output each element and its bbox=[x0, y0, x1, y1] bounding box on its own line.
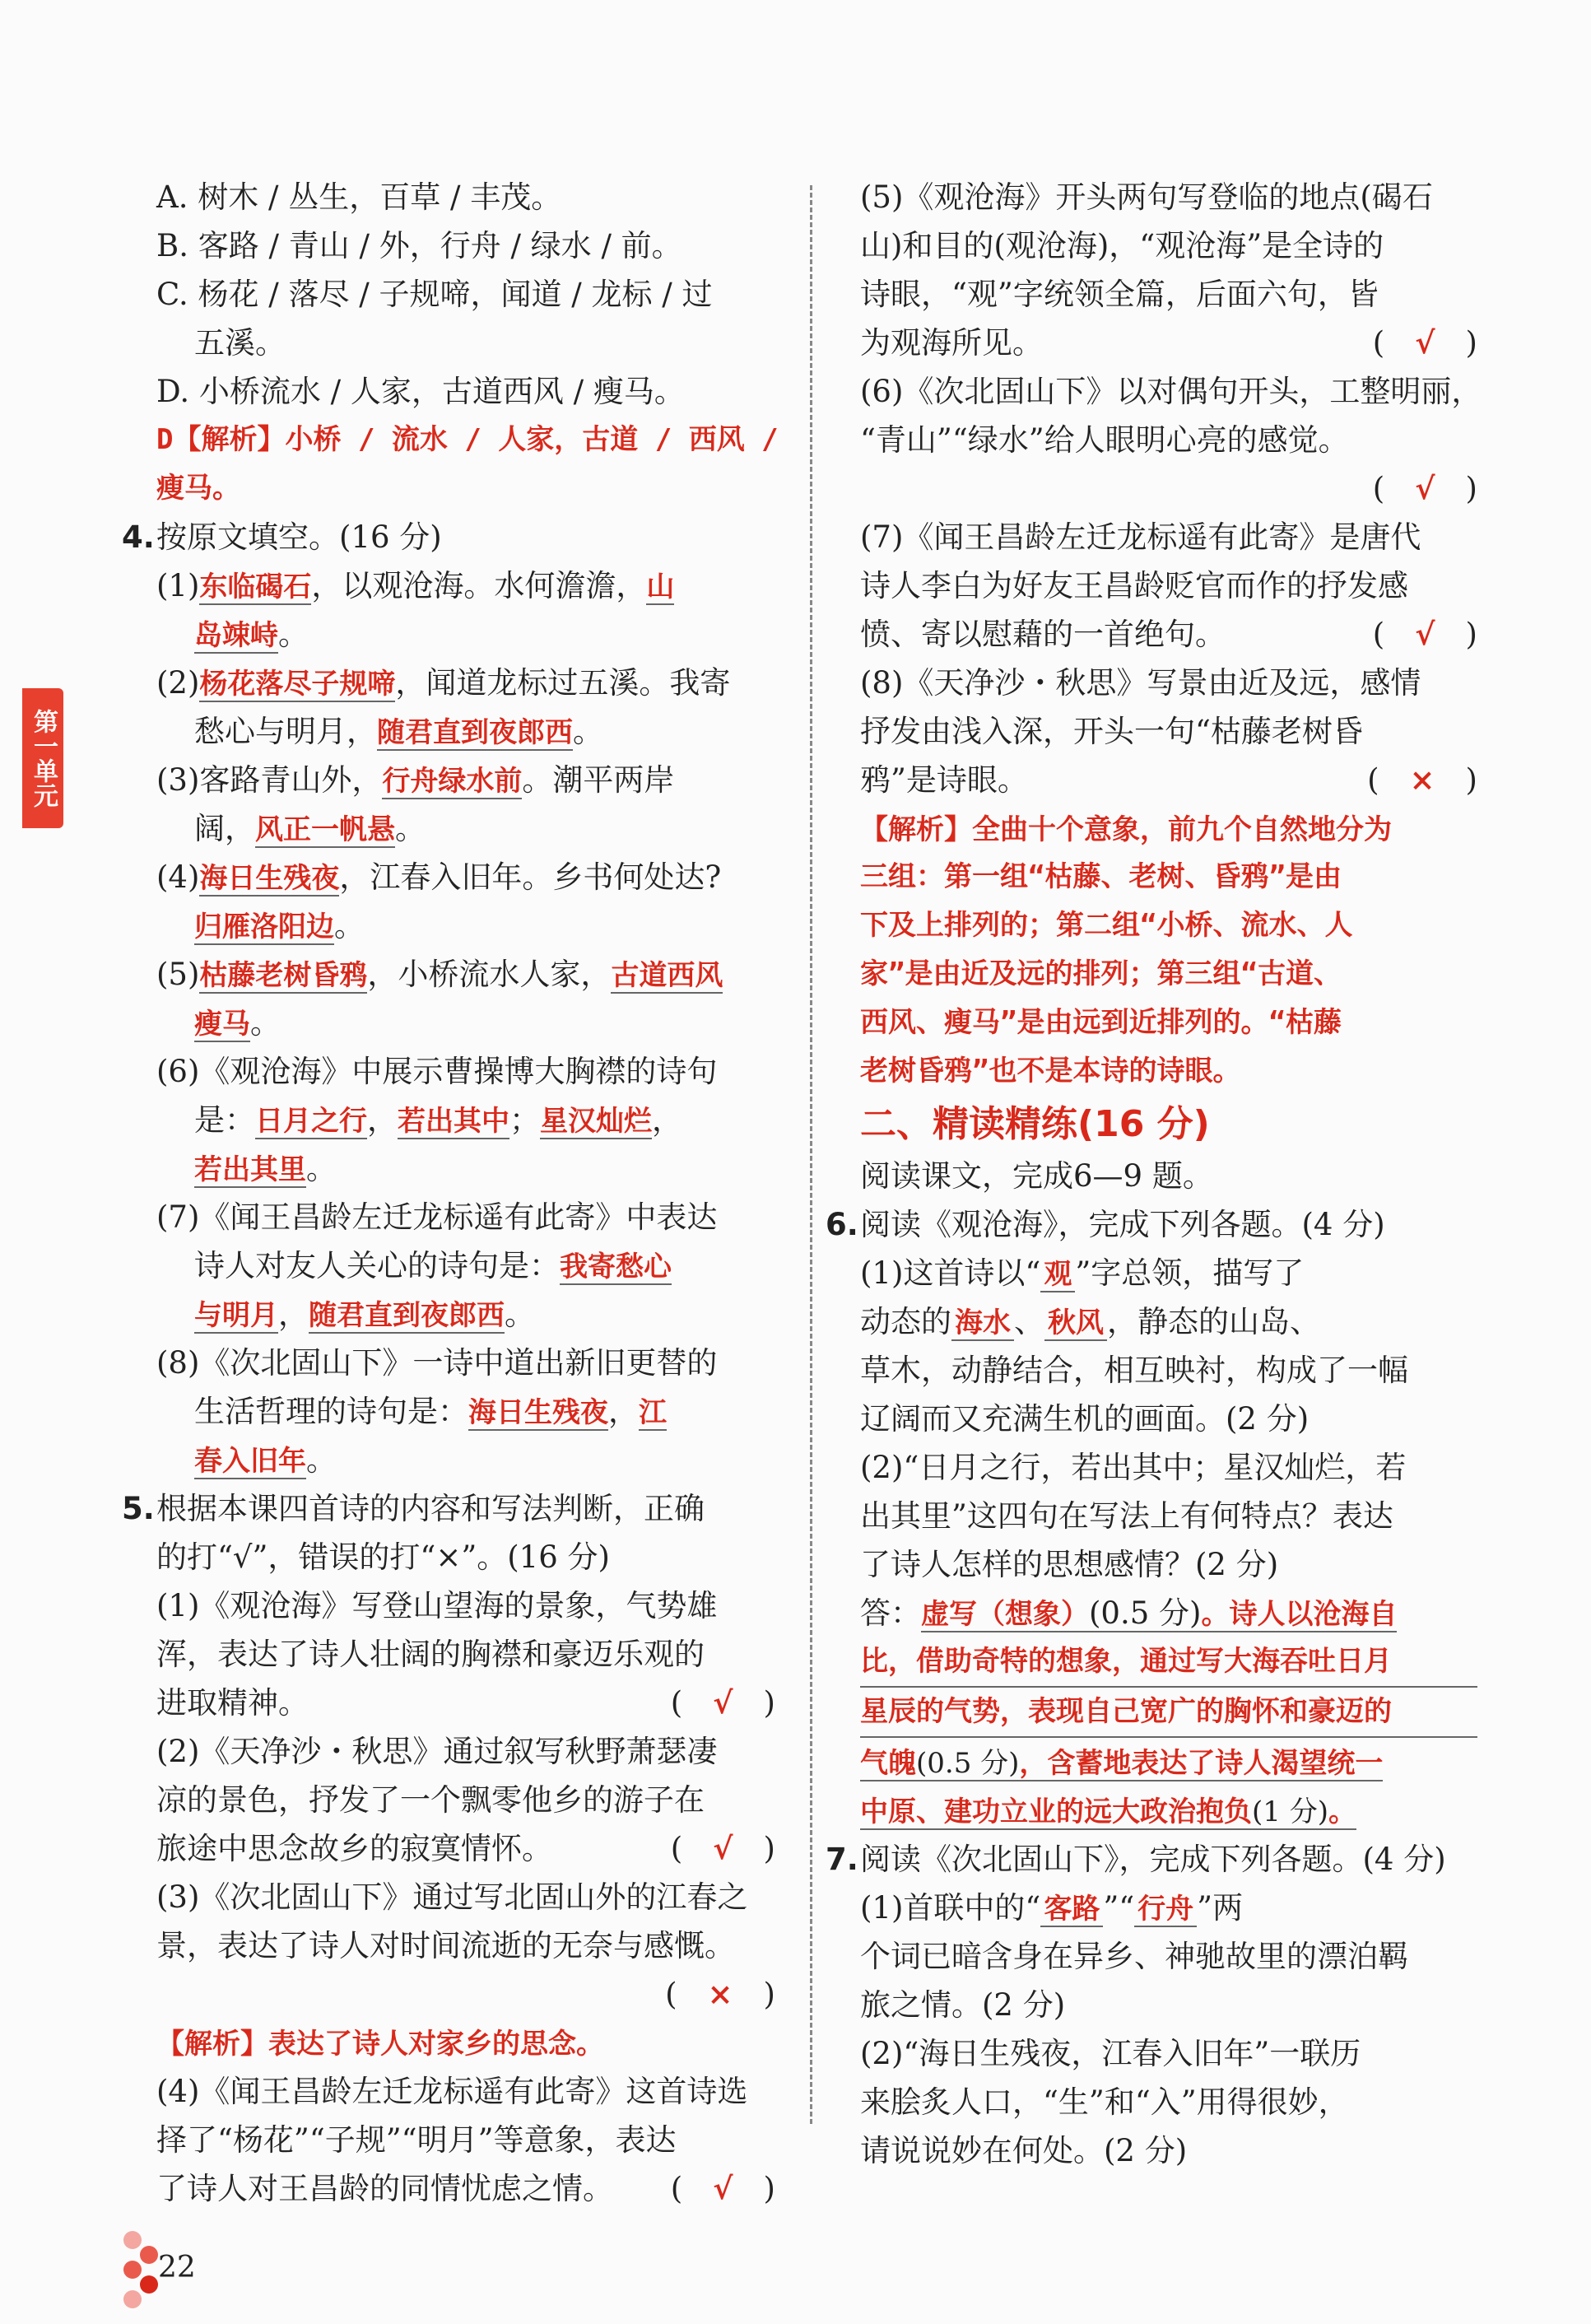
q4-3-text-2: 。潮平两岸 bbox=[522, 762, 675, 798]
q5-7-mark: ( √ ) bbox=[1372, 616, 1477, 652]
q6-1-cont-3: 辽阔而又充满生机的画面。(2 分) bbox=[860, 1401, 1310, 1437]
q5-4-mark: ( √ ) bbox=[670, 2170, 775, 2206]
q6-2-cont: 出其里”这四句在写法上有何特点？表达 bbox=[860, 1498, 1393, 1534]
q4-1-text: ，以观沧海。水何澹澹， bbox=[311, 568, 647, 603]
answer-label: 答： bbox=[860, 1595, 921, 1631]
q4-4-answer-b: 归雁洛阳边 bbox=[194, 911, 334, 943]
q4-8-cont-2: 春入旧年。 bbox=[194, 1442, 337, 1478]
q4-4-cont: 归雁洛阳边。 bbox=[194, 908, 365, 943]
q7-2-cont: 来脍炙人口，“生”和“入”用得很妙， bbox=[860, 2084, 1349, 2120]
q6-number: 6. bbox=[826, 1207, 858, 1242]
q5-title bbox=[122, 1484, 775, 1533]
q7-1-cont: 个词已暗含身在异乡、神驰故里的漂泊羁 bbox=[860, 1939, 1408, 1974]
q6-2: (2)“日月之行，若出其中；星汉灿烂，若 bbox=[860, 1450, 1407, 1485]
q7-title bbox=[826, 1835, 1477, 1884]
q4-6-cont-2: 若出其里。 bbox=[194, 1151, 337, 1186]
q5-4-cont: 择了“杨花”“子规”“明月”等意象，表达 bbox=[156, 2122, 677, 2158]
right-column bbox=[826, 173, 1482, 2175]
q7-number: 7. bbox=[826, 1842, 858, 1877]
q7-1-answer-a: 客路 bbox=[1040, 1893, 1103, 1927]
q5-3-mark-line bbox=[156, 1970, 775, 2019]
q4-7-answer-a: 我寄愁心 bbox=[560, 1250, 672, 1283]
q5-7-cont: 诗人李白为好友王昌龄贬官而作的抒发感 bbox=[860, 568, 1408, 603]
q4-7-answer-b: 与明月 bbox=[194, 1299, 278, 1332]
q7-title-text: 阅读《次北固山下》，完成下列各题。(4 分) bbox=[860, 1842, 1446, 1877]
q6-2-answer-b: 。诗人以沧海自 bbox=[1201, 1598, 1398, 1631]
q5-5-text: 为观海所见。 bbox=[860, 325, 1043, 361]
q7-1-text-3: ”两 bbox=[1197, 1890, 1244, 1926]
q6-2-answer-5a: 中原、建功立业的远大政治抱负 bbox=[860, 1795, 1252, 1828]
q6-1-answer-c: 秋风 bbox=[1044, 1306, 1107, 1341]
q4-2-text-2: 愁心与明月， bbox=[194, 714, 377, 749]
q5-5-mark-value: √ bbox=[1415, 324, 1435, 361]
q5-7-text: 愤、寄以慰藉的一首绝句。 bbox=[860, 617, 1226, 652]
q4-8-answer-c: 春入旧年 bbox=[194, 1445, 306, 1478]
q5-8-analysis-1: 全曲十个意象，前九个自然地分为 bbox=[972, 813, 1392, 846]
q4-8-answer-a: 海日生残夜 bbox=[468, 1396, 608, 1429]
q4-1-answer-c: 岛竦峙 bbox=[194, 619, 278, 652]
q6-2-answer-4 bbox=[860, 1738, 1477, 1786]
q5-1-cont-2 bbox=[156, 1679, 775, 1727]
q3-analysis-cont: 瘦马。 bbox=[156, 472, 240, 505]
q4-7-cont-2: 与明月，随君直到夜郎西。 bbox=[194, 1297, 535, 1332]
q5-6-mark: ( √ ) bbox=[1372, 470, 1477, 506]
q4-5-text: ，小桥流水人家， bbox=[367, 957, 612, 992]
q4-5-label: (5) bbox=[156, 957, 200, 992]
q6-2-answer-5b: 。 bbox=[1328, 1795, 1356, 1828]
q4-4 bbox=[156, 853, 775, 901]
q6-1-cont bbox=[860, 1297, 1477, 1346]
q5-1-mark: ( √ ) bbox=[670, 1684, 775, 1721]
unit-tab: 第一单元 bbox=[22, 688, 63, 828]
q4-2 bbox=[156, 659, 775, 707]
q4-7-cont bbox=[156, 1241, 775, 1290]
q4-title bbox=[122, 513, 775, 561]
q5-5-cont: 山)和目的(观沧海)，“观沧海”是全诗的 bbox=[860, 228, 1384, 263]
q5-8-analysis-3: 下及上排列的；第二组“小桥、流水、人 bbox=[860, 909, 1353, 942]
q5-6-cont: “青山”“绿水”给人眼明心亮的感觉。 bbox=[860, 422, 1349, 458]
q6-2-answer-3: 星辰的气势，表现自己宽广的胸怀和豪迈的 bbox=[860, 1688, 1477, 1738]
q4-1-cont: 岛竦峙。 bbox=[194, 617, 309, 652]
column-divider bbox=[810, 185, 812, 2124]
q4-2-answer-b: 随君直到夜郎西 bbox=[377, 716, 573, 749]
q6-1 bbox=[860, 1249, 1477, 1297]
q5-title-text: 根据本课四首诗的内容和写法判断，正确 bbox=[156, 1491, 705, 1526]
q6-2-answer-4a: 气魄 bbox=[860, 1747, 916, 1780]
q4-6-cont: 是：日月之行，若出其中；星汉灿烂， bbox=[194, 1102, 682, 1138]
q4-3-text: (3)客路青山外， bbox=[156, 762, 383, 798]
q5-8-cont-2 bbox=[860, 756, 1477, 804]
q4-title-text: 按原文填空。(16 分) bbox=[156, 519, 442, 555]
q4-7: (7)《闻王昌龄左迁龙标遥有此寄》中表达 bbox=[156, 1199, 718, 1235]
q5-3-cont: 景，表达了诗人对时间流逝的无奈与感慨。 bbox=[156, 1928, 735, 1963]
q6-title-text: 阅读《观沧海》，完成下列各题。(4 分) bbox=[860, 1207, 1385, 1242]
q4-6-answer-a: 日月之行 bbox=[255, 1105, 367, 1138]
q6-2-answer bbox=[860, 1589, 1477, 1637]
q6-1-answer-b: 海水 bbox=[951, 1306, 1014, 1341]
q5-8-analysis-6: 老树昏鸦”也不是本诗的诗眼。 bbox=[860, 1055, 1241, 1087]
q5-8: (8)《天净沙・秋思》写景由近及远，感情 bbox=[860, 665, 1421, 701]
q5-3-mark: ( × ) bbox=[665, 1976, 775, 2012]
q5-3-analysis-text: 表达了诗人对家乡的思念。 bbox=[268, 2028, 604, 2061]
q4-8-answer-b: 江 bbox=[639, 1396, 667, 1429]
q5-5-cont-2: 诗眼，“观”字统领全篇，后面六句，皆 bbox=[860, 277, 1379, 312]
q4-2-text: ，闻道龙标过五溪。我寄 bbox=[395, 665, 731, 701]
q4-5-answer-b: 古道西风 bbox=[611, 959, 723, 992]
q6-1-text: (1)这首诗以“ bbox=[860, 1255, 1041, 1291]
q5-8-analysis-5: 西风、瘦马”是由远到近排列的。“枯藤 bbox=[860, 1006, 1342, 1039]
q4-8-cont: 生活哲理的诗句是：海日生残夜，江 bbox=[194, 1394, 667, 1429]
q4-1-answer-a: 东临碣石 bbox=[199, 571, 312, 603]
q5-number: 5. bbox=[122, 1491, 155, 1526]
q5-8-analysis-4: 家”是由近及远的排列；第三组“古道、 bbox=[860, 957, 1342, 990]
q4-3-cont: 阔，风正一帆悬。 bbox=[194, 811, 426, 846]
q5-2-cont-2 bbox=[156, 1824, 775, 1873]
q4-8-text: 生活哲理的诗句是： bbox=[194, 1394, 468, 1429]
q4-1-answer-b: 山 bbox=[646, 571, 675, 603]
q5-3-mark-value: × bbox=[707, 1976, 733, 2012]
q4-1-label: (1) bbox=[156, 568, 200, 603]
q5-1: (1)《观沧海》写登山望海的景象，气势雄 bbox=[156, 1588, 718, 1623]
option-a: A. 树木 / 丛生，百草 / 丰茂。 bbox=[156, 179, 562, 215]
q6-2-cont-2: 了诗人怎样的思想感情？(2 分) bbox=[860, 1547, 1279, 1582]
q5-6-mark-value: √ bbox=[1415, 470, 1435, 506]
q6-1-answer-a: 观 bbox=[1040, 1258, 1075, 1292]
q5-3-analysis bbox=[156, 2019, 775, 2067]
q4-8: (8)《次北固山下》一诗中道出新旧更替的 bbox=[156, 1345, 718, 1381]
q5-8-mark-value: × bbox=[1409, 761, 1435, 798]
q6-1-text-2: ”字总领，描写了 bbox=[1075, 1255, 1305, 1291]
reading-intro: 阅读课文，完成6—9 题。 bbox=[860, 1158, 1213, 1194]
q5-2: (2)《天净沙・秋思》通过叙写秋野萧瑟凄 bbox=[156, 1734, 718, 1769]
q4-6-text: 是： bbox=[194, 1102, 255, 1138]
q6-2-score-3: (1 分) bbox=[1252, 1795, 1328, 1828]
q6-2-score-1: (0.5 分) bbox=[1089, 1595, 1202, 1631]
q4-6-answer-b: 若出其中 bbox=[398, 1105, 509, 1138]
q7-2-cont-2: 请说说妙在何处。(2 分) bbox=[860, 2133, 1188, 2168]
q6-1-sep: 、 bbox=[1014, 1304, 1044, 1339]
q5-5-cont-3 bbox=[860, 319, 1477, 367]
option-d: D. 小桥流水 / 人家，古道西风 / 瘦马。 bbox=[156, 374, 685, 409]
q5-8-cont: 抒发由浅入深，开头一句“枯藤老树昏 bbox=[860, 714, 1363, 749]
section-title: 二、精读精练(16 分) bbox=[860, 1103, 1210, 1145]
q6-1-text-4: ，静态的山岛、 bbox=[1107, 1304, 1320, 1339]
q5-8-mark: ( × ) bbox=[1367, 761, 1477, 798]
q4-6-answer-d: 若出其里 bbox=[194, 1153, 306, 1186]
q6-2-answer-5 bbox=[860, 1786, 1477, 1835]
q5-2-mark: ( √ ) bbox=[670, 1830, 775, 1866]
q5-7-mark-value: √ bbox=[1415, 616, 1435, 652]
q4-number: 4. bbox=[122, 519, 155, 555]
q5-5: (5)《观沧海》开头两句写登临的地点(碣石 bbox=[860, 179, 1433, 215]
q4-3-answer-a: 行舟绿水前 bbox=[382, 765, 523, 798]
q5-2-text: 旅途中思念故乡的寂寞情怀。 bbox=[156, 1831, 552, 1866]
q4-5 bbox=[156, 950, 775, 999]
q5-1-mark-value: √ bbox=[713, 1684, 733, 1721]
q7-2: (2)“海日生残夜，江春入旧年”一联历 bbox=[860, 2036, 1361, 2071]
q4-3 bbox=[156, 756, 775, 804]
q4-4-answer-a: 海日生残夜 bbox=[199, 862, 340, 895]
q5-4: (4)《闻王昌龄左迁龙标遥有此寄》这首诗选 bbox=[156, 2074, 748, 2109]
q5-1-cont: 浑，表达了诗人壮阔的胸襟和豪迈乐观的 bbox=[156, 1637, 705, 1672]
option-c: C. 杨花 / 落尽 / 子规啼，闻道 / 龙标 / 过 bbox=[156, 277, 713, 312]
q7-1-text-2: ”“ bbox=[1103, 1890, 1135, 1926]
q5-6-mark-line bbox=[860, 464, 1477, 513]
q6-2-answer-a: 虚写（想象） bbox=[921, 1598, 1089, 1631]
q4-2-cont: 愁心与明月，随君直到夜郎西。 bbox=[194, 714, 603, 749]
q5-5-mark: ( √ ) bbox=[1372, 324, 1477, 361]
q5-7: (7)《闻王昌龄左迁龙标遥有此寄》是唐代 bbox=[860, 519, 1421, 555]
q4-5-answer-a: 枯藤老树昏鸦 bbox=[199, 959, 368, 992]
q5-7-cont-2 bbox=[860, 610, 1477, 659]
q5-2-mark-value: √ bbox=[713, 1830, 733, 1866]
q6-title bbox=[826, 1200, 1477, 1249]
q5-4-cont-2 bbox=[156, 2164, 775, 2213]
option-c-cont: 五溪。 bbox=[194, 325, 286, 361]
q7-1-text: (1)首联中的“ bbox=[860, 1890, 1041, 1926]
q7-1-cont-2: 旅之情。(2 分) bbox=[860, 1987, 1066, 2023]
q6-2-score-2: (0.5 分) bbox=[916, 1747, 1020, 1780]
q4-2-label: (2) bbox=[156, 665, 200, 701]
q5-title-cont: 的打“√”，错误的打“×”。(16 分) bbox=[156, 1539, 610, 1575]
q6-2-answer-4b: ，含蓄地表达了诗人渴望统一 bbox=[1019, 1747, 1384, 1780]
q5-1-text: 进取精神。 bbox=[156, 1685, 309, 1721]
q5-6: (6)《次北固山下》以对偶句开头，工整明丽， bbox=[860, 374, 1482, 409]
q4-3-text-3: 阔， bbox=[194, 811, 255, 846]
q4-6: (6)《观沧海》中展示曹操博大胸襟的诗句 bbox=[156, 1054, 718, 1089]
q5-2-cont: 凉的景色，抒发了一个飘零他乡的游子在 bbox=[156, 1782, 705, 1818]
q4-2-answer-a: 杨花落尽子规啼 bbox=[199, 668, 396, 701]
q6-2-answer-2: 比，借助奇特的想象，通过写大海吞吐日月 bbox=[860, 1637, 1477, 1688]
q5-4-text: 了诗人对王昌龄的同情忧虑之情。 bbox=[156, 2171, 613, 2206]
q4-4-label: (4) bbox=[156, 859, 200, 895]
q5-3: (3)《次北固山下》通过写北固山外的江春之 bbox=[156, 1879, 748, 1915]
q4-5-answer-c: 瘦马 bbox=[194, 1008, 250, 1041]
analysis-tag: 【解析】 bbox=[860, 813, 972, 846]
q4-1 bbox=[156, 561, 775, 610]
q7-1 bbox=[860, 1884, 1477, 1932]
q5-8-analysis bbox=[860, 804, 1477, 853]
q4-7-answer-c: 随君直到夜郎西 bbox=[309, 1299, 505, 1332]
q5-8-text: 鸦”是诗眼。 bbox=[860, 762, 1028, 798]
q5-4-mark-value: √ bbox=[713, 2170, 733, 2206]
q4-6-answer-c: 星汉灿烂 bbox=[540, 1105, 652, 1138]
page-number: 22 bbox=[158, 2251, 196, 2284]
q6-1-cont-2: 草木，动静结合，相互映衬，构成了一幅 bbox=[860, 1353, 1408, 1388]
q4-7-text: 诗人对友人关心的诗句是： bbox=[194, 1248, 560, 1283]
q4-5-cont: 瘦马。 bbox=[194, 1005, 281, 1041]
q6-1-text-3: 动态的 bbox=[860, 1304, 951, 1339]
analysis-tag: 【解析】 bbox=[156, 2028, 268, 2061]
option-b: B. 客路 / 青山 / 外，行舟 / 绿水 / 前。 bbox=[156, 228, 682, 263]
left-column bbox=[122, 173, 779, 2213]
q4-4-text: ，江春入旧年。乡书何处达? bbox=[339, 859, 722, 895]
q3-analysis: D【解析】小桥 / 流水 / 人家，古道 / 西风 / bbox=[156, 423, 779, 456]
q5-8-analysis-2: 三组：第一组“枯藤、老树、昏鸦”是由 bbox=[860, 860, 1342, 893]
q4-3-answer-b: 风正一帆悬 bbox=[255, 813, 395, 846]
q7-1-answer-b: 行舟 bbox=[1134, 1893, 1197, 1927]
